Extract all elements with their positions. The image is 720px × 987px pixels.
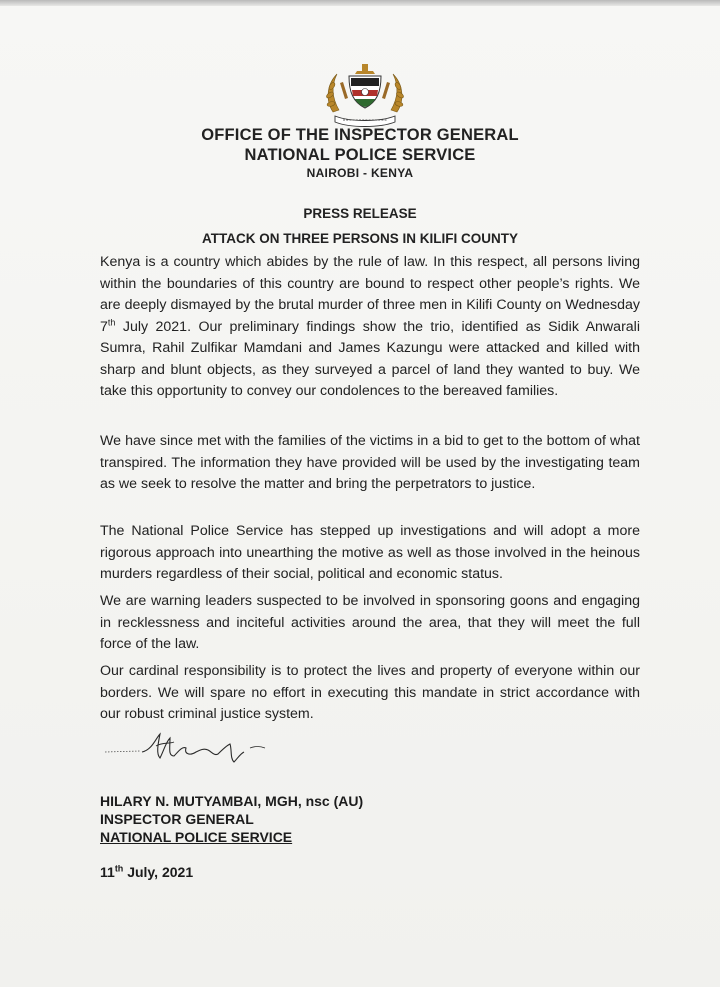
scan-top-edge — [0, 0, 720, 6]
signatory-organization: NATIONAL POLICE SERVICE — [100, 829, 293, 845]
signatory-name: HILARY N. MUTYAMBAI, MGH, nsc (AU) — [100, 793, 364, 809]
press-release-label: PRESS RELEASE — [303, 206, 417, 221]
location-heading: NAIROBI - KENYA — [306, 166, 414, 180]
handwritten-signature-icon — [100, 728, 270, 778]
kenya-police-emblem-icon — [315, 62, 415, 128]
body-paragraph-1: Kenya is a country which abides by the rule of law. In this respect, all persons living within the boundaries of this country are bound to respect other people’s rights. We are deeply dismayed by the brutal murder of three men in Kilifi County on Wednesday 7th July 2021. Our preliminary findings show the trio, identified as Sidik Anwarali Sumra, Rahil Zulfikar Mamdani and James Kazungu were attacked and killed with sharp and blunt objects, as they surveyed a parcel of land they wanted to buy. We take this opportunity to convey our condolences to the bereaved families. — [100, 254, 640, 399]
body-paragraph-5: Our cardinal responsibility is to protect the lives and property of everyone within our borders. We will spare no effort in executing this mandate in strict accordance with our robust criminal justice system. — [100, 663, 640, 722]
body-paragraph-2: We have since met with the families of the victims in a bid to get to the bottom of what transpired. The information they have provided will be used by the investigating team as we seek to resolve the matter and bring the perpetrators to justice. — [100, 433, 640, 492]
office-heading: OFFICE OF THE INSPECTOR GENERAL — [201, 126, 519, 144]
body-paragraph-3: The National Police Service has stepped up investigations and will adopt a more rigorous approach into unearthing the motive as well as those involved in the heinous murders regardless of their social, political and economic status. — [100, 523, 640, 582]
service-heading: NATIONAL POLICE SERVICE — [244, 146, 476, 164]
body-paragraph-4: We are warning leaders suspected to be involved in sponsoring goons and engaging in recklessness and inciteful activities around the area, that they will meet the full force of the law. — [100, 593, 640, 652]
signatory-title: INSPECTOR GENERAL — [100, 811, 254, 827]
release-date: 11th July, 2021 — [100, 863, 194, 880]
release-title: ATTACK ON THREE PERSONS IN KILIFI COUNTY — [201, 231, 518, 246]
